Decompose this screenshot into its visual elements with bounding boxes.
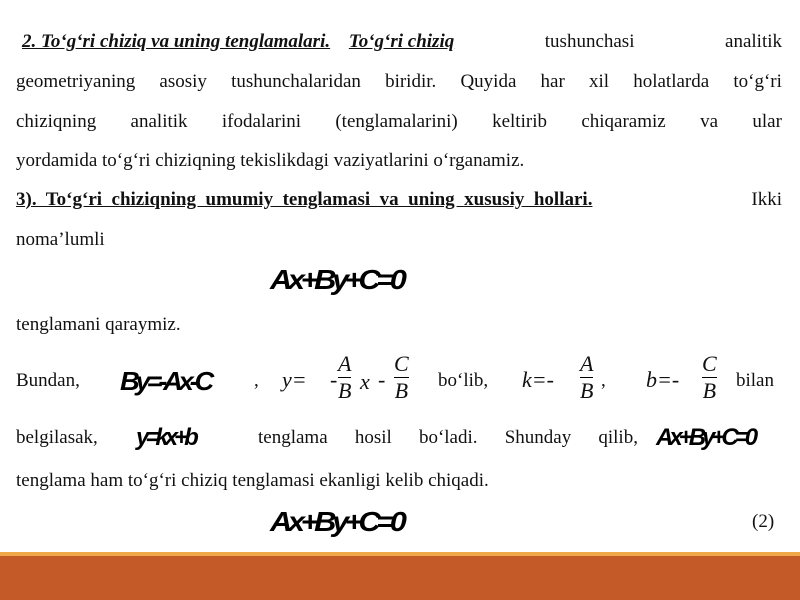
paragraph2-line2: noma’lumli [16, 229, 105, 250]
denominator: B [394, 378, 409, 404]
y-equals: y= [282, 367, 307, 392]
word: va [700, 111, 719, 132]
word: qilib, [598, 427, 638, 448]
variable-x: x [360, 369, 370, 394]
denominator: B [702, 378, 717, 404]
word: har [540, 71, 565, 92]
equation-general: Ax+By+C=0 [656, 424, 755, 451]
word: ular [752, 111, 782, 132]
word: asosiy [159, 71, 207, 92]
word: tushunchalaridan [231, 71, 361, 92]
minus-sign: - [378, 367, 386, 392]
word: xil [588, 71, 610, 92]
result-words [258, 426, 638, 450]
word-bilan: bilan [736, 370, 774, 391]
paragraph1-line2 [16, 70, 782, 94]
k-equals: k=- [522, 367, 554, 392]
paragraph1-line4: yordamida to‘g‘ri chiziqning tekislikdagi vaziyatlarini o‘rganamiz. [16, 150, 525, 171]
word: to‘g‘ri [733, 71, 782, 92]
word: tenglama [258, 427, 328, 448]
word: ifodalarini [221, 111, 302, 132]
word: analitik [130, 111, 188, 132]
consider-line: tenglamani qaraymiz. [16, 314, 181, 335]
section-heading-2: 2. To‘g‘ri chiziq va uning tenglamalari. [22, 31, 331, 52]
word: analitik [725, 31, 782, 52]
paragraph1-line3 [16, 110, 782, 134]
conclusion-line: tenglama ham to‘g‘ri chiziq tenglamasi ekanligi kelib chiqadi. [16, 470, 489, 491]
equation-by: By=-Ax-C [120, 366, 211, 396]
numerator: C [394, 351, 409, 376]
word: geometriyaning [16, 71, 136, 92]
word: Shunday [504, 427, 572, 448]
paragraph2-line1 [16, 188, 782, 212]
word: biridir. [385, 71, 437, 92]
word: bo‘ladi. [418, 427, 478, 448]
equation-general-numbered: Ax+By+C=0 [270, 506, 403, 537]
denominator: B [580, 378, 594, 404]
footer-band [0, 556, 800, 600]
section-heading-3: 3). To‘g‘ri chiziqning umumiy tenglamasi va uning xususiy hollari. [16, 189, 593, 210]
minus-sign: - [330, 367, 338, 392]
numerator: A [338, 351, 352, 376]
fraction-c-over-b [702, 352, 717, 403]
denominator: B [338, 378, 352, 404]
word-bolib: bo‘lib, [438, 370, 489, 391]
word: chiqaramiz [581, 111, 666, 132]
word: hosil [354, 427, 392, 448]
word: holatlarda [633, 71, 710, 92]
term-straight-line: To‘g‘ri chiziq [348, 31, 455, 52]
word: (tenglamalarini) [335, 111, 458, 132]
paragraph1-line1 [16, 30, 782, 54]
comma: , [254, 370, 259, 391]
word: chiziqning [16, 111, 97, 132]
para1-heading-group [16, 30, 454, 54]
numerator: C [702, 351, 717, 376]
fraction-a-over-b [338, 352, 351, 403]
word: Quyida [460, 71, 517, 92]
fraction-a-over-b [580, 352, 593, 403]
word: keltirib [492, 111, 547, 132]
word-belgilasak: belgilasak, [16, 427, 98, 448]
equation-number: (2) [752, 511, 775, 532]
word: Ikki [751, 189, 782, 210]
fraction-c-over-b [394, 352, 409, 403]
comma: , [601, 370, 606, 391]
word-bundan: Bundan, [16, 370, 80, 391]
numerator: A [580, 351, 594, 376]
word: tushunchasi [544, 31, 635, 52]
equation-general: Ax+By+C=0 [270, 264, 403, 295]
b-equals: b=- [646, 367, 680, 392]
equation-slope-intercept: y=kx+b [136, 424, 195, 451]
